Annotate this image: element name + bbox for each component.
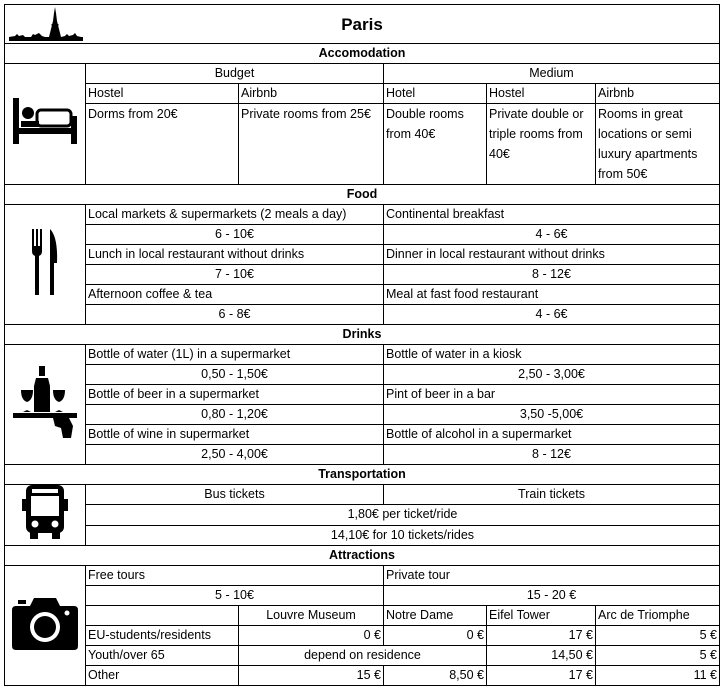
food-item-price: 6 - 8€ xyxy=(86,305,384,325)
accommodation-detail: Dorms from 20€ xyxy=(86,104,239,185)
column-header-eiffel: Eifel Tower xyxy=(487,606,596,626)
food-item-price: 4 - 6€ xyxy=(384,305,720,325)
drinks-item-price: 3,50 -5,00€ xyxy=(384,405,720,425)
attraction-price: 15 € xyxy=(239,666,384,686)
attraction-price: 17 € xyxy=(487,666,596,686)
budget-header: Budget xyxy=(86,64,384,84)
bus-tickets-header: Bus tickets xyxy=(86,485,384,505)
drinks-item-price: 2,50 - 3,00€ xyxy=(384,365,720,385)
ticket-price-ten: 14,10€ for 10 tickets/rides xyxy=(86,525,720,545)
food-item-label: Lunch in local restaurant without drinks xyxy=(86,245,384,265)
food-item-label: Continental breakfast xyxy=(384,205,720,225)
fork-knife-icon xyxy=(32,229,58,295)
bus-icon xyxy=(22,485,68,539)
private-tour-price: 15 - 20 € xyxy=(384,586,720,606)
free-tours-price: 5 - 10€ xyxy=(86,586,384,606)
section-attractions-heading: Attractions xyxy=(5,546,720,566)
food-item-price: 4 - 6€ xyxy=(384,225,720,245)
food-icon-cell xyxy=(5,205,86,325)
eiffel-skyline-icon xyxy=(9,7,83,41)
attraction-price: 17 € xyxy=(487,626,596,646)
attraction-price: 0 € xyxy=(384,626,487,646)
drinks-item-label: Bottle of alcohol in a supermarket xyxy=(384,425,720,445)
accommodation-type: Hostel xyxy=(487,84,596,104)
attraction-price: 5 € xyxy=(596,646,720,666)
medium-header: Medium xyxy=(384,64,720,84)
drinks-item-price: 0,80 - 1,20€ xyxy=(86,405,384,425)
free-tours-label: Free tours xyxy=(86,566,384,586)
tray-drinks-icon xyxy=(13,366,77,438)
food-item-price: 6 - 10€ xyxy=(86,225,384,245)
attraction-price: 11 € xyxy=(596,666,720,686)
attractions-icon-cell xyxy=(5,566,86,686)
food-item-price: 7 - 10€ xyxy=(86,265,384,285)
section-accommodation-heading: Accomodation xyxy=(5,44,720,64)
camera-icon xyxy=(12,596,78,650)
transport-icon-cell xyxy=(5,485,86,546)
attraction-price: 0 € xyxy=(239,626,384,646)
drinks-item-label: Bottle of wine in supermarket xyxy=(86,425,384,445)
accommodation-detail: Private double or triple rooms from 40€ xyxy=(487,104,596,185)
attraction-price: 14,50 € xyxy=(487,646,596,666)
page-title xyxy=(5,5,720,44)
accommodation-detail: Private rooms from 25€ xyxy=(239,104,384,185)
ticket-price-single: 1,80€ per ticket/ride xyxy=(86,505,720,525)
attraction-price: 8,50 € xyxy=(384,666,487,686)
private-tour-label: Private tour xyxy=(384,566,720,586)
accommodation-icon-cell xyxy=(5,64,86,185)
food-item-label: Afternoon coffee & tea xyxy=(86,285,384,305)
drinks-item-label: Bottle of water (1L) in a supermarket xyxy=(86,345,384,365)
food-item-label: Dinner in local restaurant without drinks xyxy=(384,245,720,265)
drinks-item-label: Bottle of water in a kiosk xyxy=(384,345,720,365)
attraction-row-label: Other xyxy=(86,666,239,686)
attraction-price: 5 € xyxy=(596,626,720,646)
drinks-icon-cell xyxy=(5,345,86,465)
section-food-heading: Food xyxy=(5,185,720,205)
train-tickets-header: Train tickets xyxy=(384,485,720,505)
accommodation-type: Airbnb xyxy=(239,84,384,104)
drinks-item-label: Bottle of beer in a supermarket xyxy=(86,385,384,405)
accommodation-detail: Double rooms from 40€ xyxy=(384,104,487,185)
column-header-louvre: Louvre Museum xyxy=(239,606,384,626)
title-text: Paris xyxy=(341,14,383,34)
accommodation-type: Hostel xyxy=(86,84,239,104)
food-item-label: Local markets & supermarkets (2 meals a day) xyxy=(86,205,384,225)
drinks-item-price: 8 - 12€ xyxy=(384,445,720,465)
attractions-corner-cell xyxy=(86,606,239,626)
column-header-notre-dame: Notre Dame xyxy=(384,606,487,626)
paris-budget-table xyxy=(4,4,720,686)
column-header-arc: Arc de Triomphe xyxy=(596,606,720,626)
section-transportation-heading: Transportation xyxy=(5,465,720,485)
bed-icon xyxy=(13,98,77,144)
section-drinks-heading: Drinks xyxy=(5,325,720,345)
accommodation-detail: Rooms in great locations or semi luxury apartments from 50€ xyxy=(596,104,720,185)
food-item-label: Meal at fast food restaurant xyxy=(384,285,720,305)
accommodation-type: Hotel xyxy=(384,84,487,104)
drinks-item-price: 0,50 - 1,50€ xyxy=(86,365,384,385)
food-item-price: 8 - 12€ xyxy=(384,265,720,285)
drinks-item-price: 2,50 - 4,00€ xyxy=(86,445,384,465)
attraction-row-label: EU-students/residents xyxy=(86,626,239,646)
attraction-row-label: Youth/over 65 xyxy=(86,646,239,666)
attraction-price-merged: depend on residence xyxy=(239,646,487,666)
accommodation-type: Airbnb xyxy=(596,84,720,104)
drinks-item-label: Pint of beer in a bar xyxy=(384,385,720,405)
